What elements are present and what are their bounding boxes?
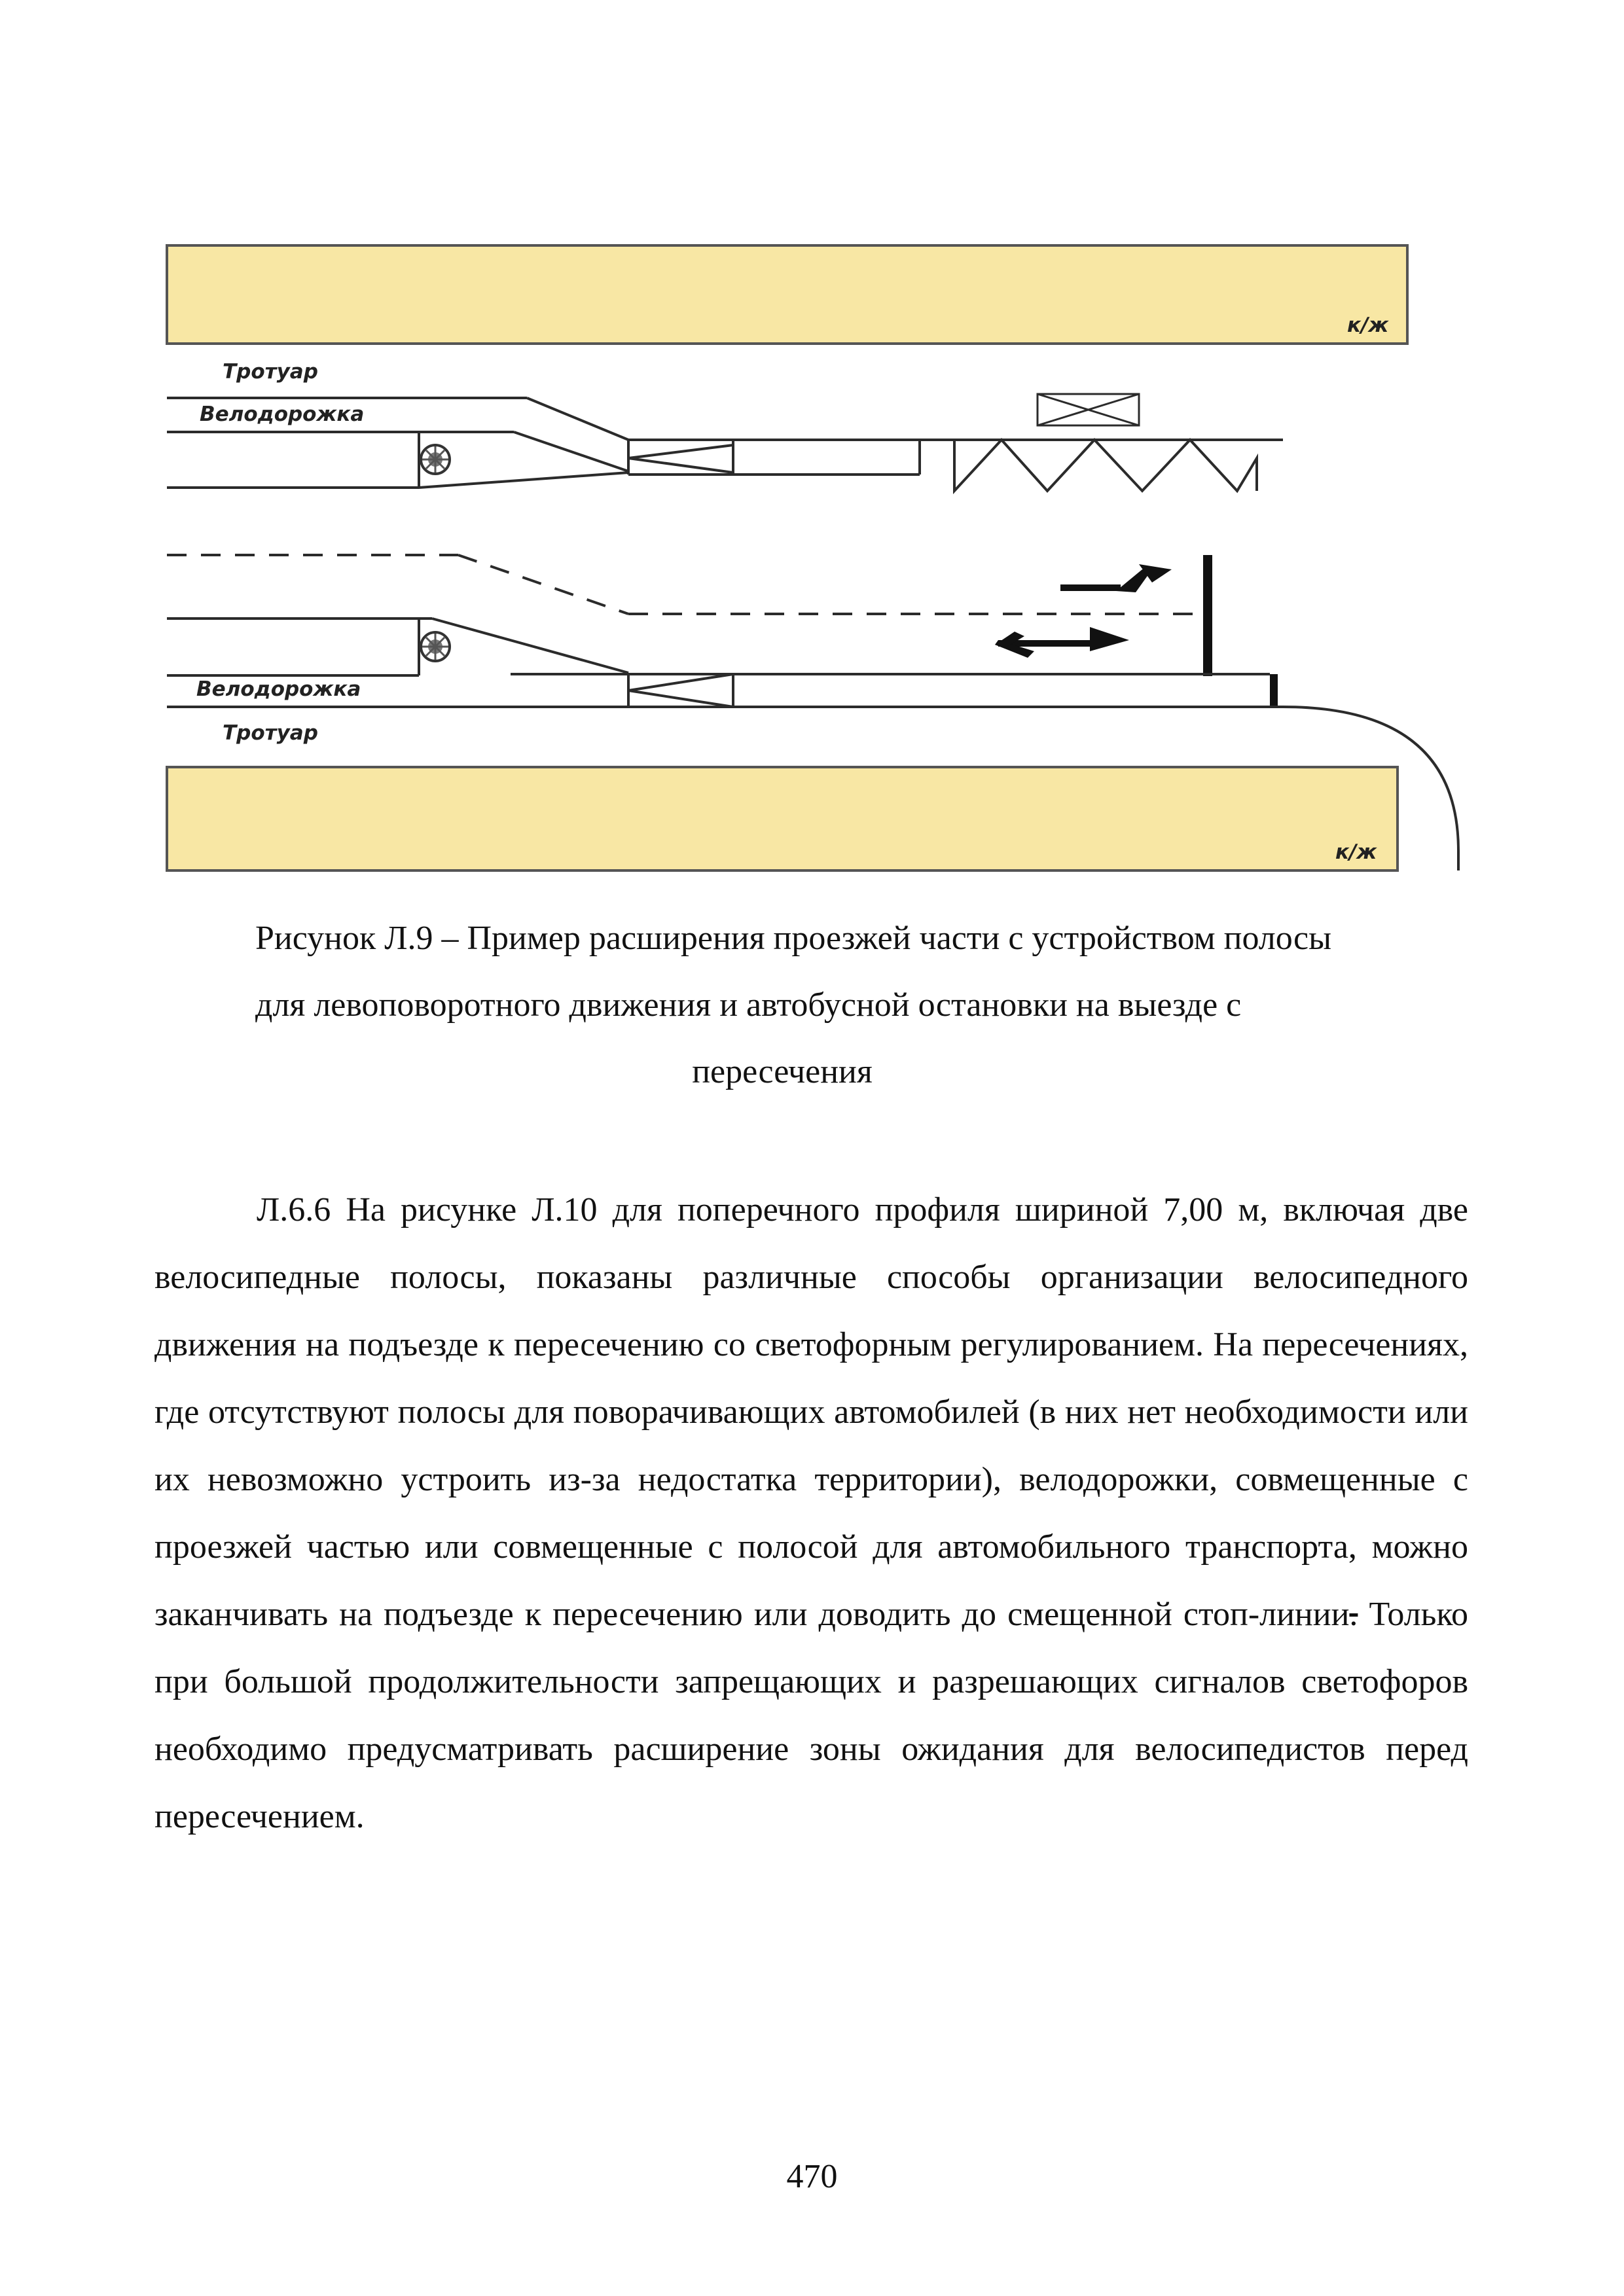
figure-l9 <box>0 0 1624 916</box>
lane-dashed-lines <box>167 555 1204 614</box>
stop-line-bikepath <box>1270 674 1278 706</box>
caption-line-1: Рисунок Л.9 – Пример расширения проезжей части с устройством полосы <box>255 920 1332 957</box>
sidewalk-label-top: Тротуар <box>223 360 318 384</box>
caption-line-2: для левоповоротного движения и автобусной остановки на выезде с <box>255 986 1242 1024</box>
bikepath-label-bottom: Велодорожка <box>196 677 361 701</box>
tree-icon-top <box>421 445 450 474</box>
paragraph-l6-6 <box>154 1176 1468 1850</box>
curb-block-top <box>167 245 1407 344</box>
stop-line-road <box>1203 555 1212 676</box>
paragraph-text-end: Только при большой продолжительности запрещающих и разрешающих сигналов светофоров необходимо предусматривать расширение зоны ожидания для велосипедистов перед пересечением. <box>154 1596 1468 1835</box>
curb-block-bottom <box>167 767 1398 870</box>
figure-caption <box>255 905 1466 1105</box>
paragraph-text-start: Л.6.6 На рисунке Л.10 для поперечного профиля шириной 7,00 м, включая две велосипедные полосы, показаны различные способы организации велосипедного движения на подъезде к пересечению со светофорным регулированием. На пересечениях, где отсутствуют полосы для поворачивающих автомобилей (в них нет необходимости или их невозможно устроить из-за недостатка территории), велодорожки, совмещенные с проезжей частью или совмещенные с полосой для автомобильного транспорта, можно заканчивать на подъезде к пересечению или доводить до смещенной стоп-линии <box>154 1191 1468 1633</box>
page-number: 470 <box>786 2158 838 2195</box>
tree-icon-bottom <box>421 632 450 661</box>
sidewalk-label-bottom: Тротуар <box>223 721 318 745</box>
bikepath-label-top: Велодорожка <box>200 403 365 426</box>
bus-shelter-icon <box>1038 394 1139 425</box>
kzh-label-top: к/ж <box>1347 314 1389 337</box>
caption-line-3: пересечения <box>692 1053 873 1090</box>
straight-arrow-icon <box>995 627 1129 658</box>
left-turn-arrow-icon <box>1060 564 1172 592</box>
strikethrough-mark: . <box>1349 1596 1358 1633</box>
kzh-label-bottom: к/ж <box>1335 840 1377 864</box>
